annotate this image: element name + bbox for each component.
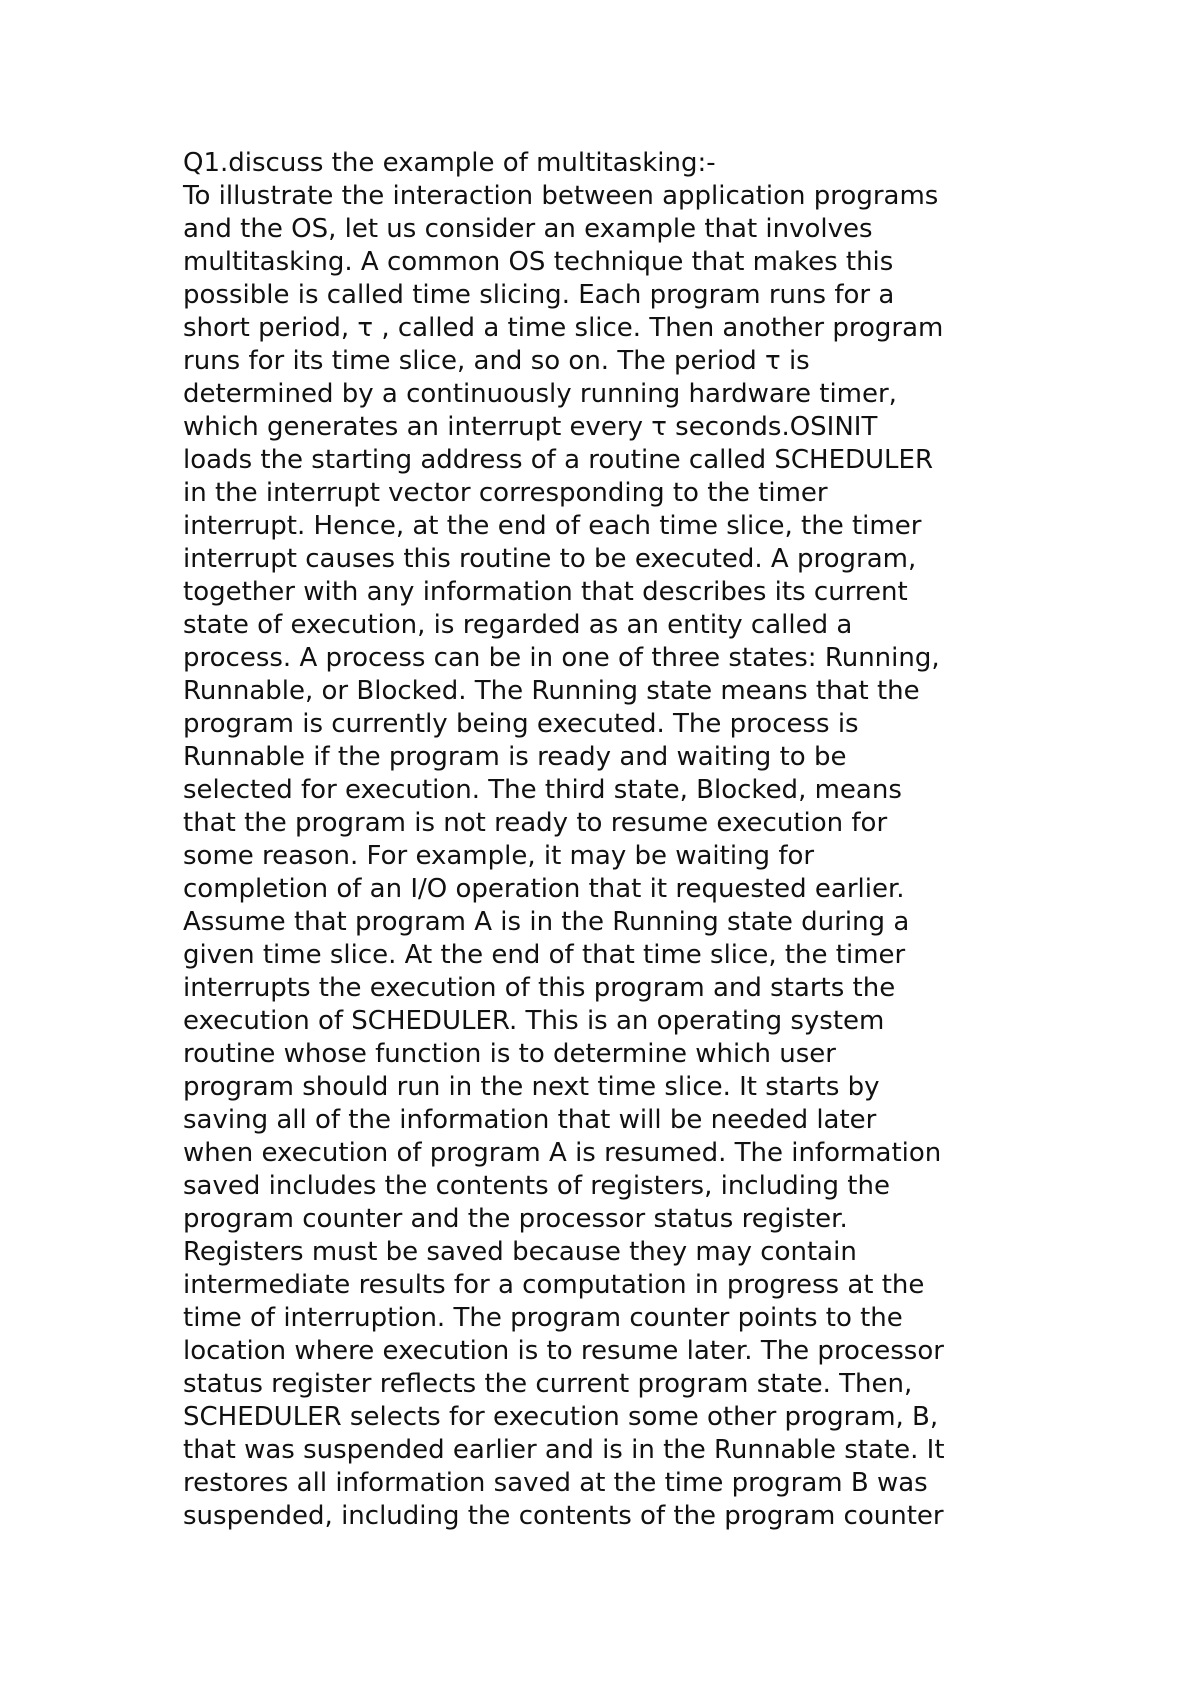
text-line: interrupts the execution of this program and starts the (183, 973, 896, 1003)
text-line: which generates an interrupt every τ seconds.OSINIT (183, 412, 878, 442)
text-line: together with any information that describes its current (183, 577, 908, 607)
text-line: Runnable, or Blocked. The Running state means that the (183, 676, 920, 706)
text-line: completion of an I/O operation that it requested earlier. (183, 874, 905, 904)
text-line: and the OS, let us consider an example that involves (183, 214, 873, 244)
text-line: multitasking. A common OS technique that makes this (183, 247, 894, 277)
text-line: interrupt. Hence, at the end of each time slice, the timer (183, 511, 922, 541)
text-line: in the interrupt vector corresponding to the timer (183, 478, 828, 508)
text-line: SCHEDULER selects for execution some other program, B, (183, 1402, 939, 1432)
text-line: loads the starting address of a routine called SCHEDULER (183, 445, 934, 475)
text-line: that the program is not ready to resume execution for (183, 808, 888, 838)
text-line: when execution of program A is resumed. The information (183, 1138, 942, 1168)
text-line: restores all information saved at the time program B was (183, 1468, 928, 1498)
text-line: program should run in the next time slice. It starts by (183, 1072, 880, 1102)
text-line: Registers must be saved because they may contain (183, 1237, 857, 1267)
text-line: location where execution is to resume later. The processor (183, 1336, 944, 1366)
text-line: short period, τ , called a time slice. Then another program (183, 313, 944, 343)
text-line: time of interruption. The program counter points to the (183, 1303, 903, 1333)
text-line: intermediate results for a computation in progress at the (183, 1270, 925, 1300)
text-line: saving all of the information that will be needed later (183, 1105, 877, 1135)
text-line: To illustrate the interaction between application programs (183, 181, 939, 211)
text-line: program is currently being executed. The process is (183, 709, 859, 739)
text-line: Assume that program A is in the Running state during a (183, 907, 910, 937)
text-line: status register reflects the current program state. Then, (183, 1369, 913, 1399)
text-line: possible is called time slicing. Each program runs for a (183, 280, 895, 310)
text-line: process. A process can be in one of three states: Running, (183, 643, 940, 673)
text-line: program counter and the processor status register. (183, 1204, 848, 1234)
document-body (183, 147, 1063, 1533)
text-line: suspended, including the contents of the program counter (183, 1501, 944, 1531)
text-line: execution of SCHEDULER. This is an operating system (183, 1006, 885, 1036)
text-line: some reason. For example, it may be waiting for (183, 841, 815, 871)
document-heading: Q1.discuss the example of multitasking:- (183, 148, 716, 178)
text-line: Runnable if the program is ready and waiting to be (183, 742, 847, 772)
text-line: runs for its time slice, and so on. The period τ is (183, 346, 810, 376)
text-line: saved includes the contents of registers, including the (183, 1171, 890, 1201)
text-line: state of execution, is regarded as an entity called a (183, 610, 853, 640)
text-line: that was suspended earlier and is in the Runnable state. It (183, 1435, 945, 1465)
text-line: determined by a continuously running hardware timer, (183, 379, 897, 409)
text-line: routine whose function is to determine which user (183, 1039, 836, 1069)
text-line: selected for execution. The third state, Blocked, means (183, 775, 902, 805)
text-line: given time slice. At the end of that time slice, the timer (183, 940, 906, 970)
text-line: interrupt causes this routine to be executed. A program, (183, 544, 917, 574)
